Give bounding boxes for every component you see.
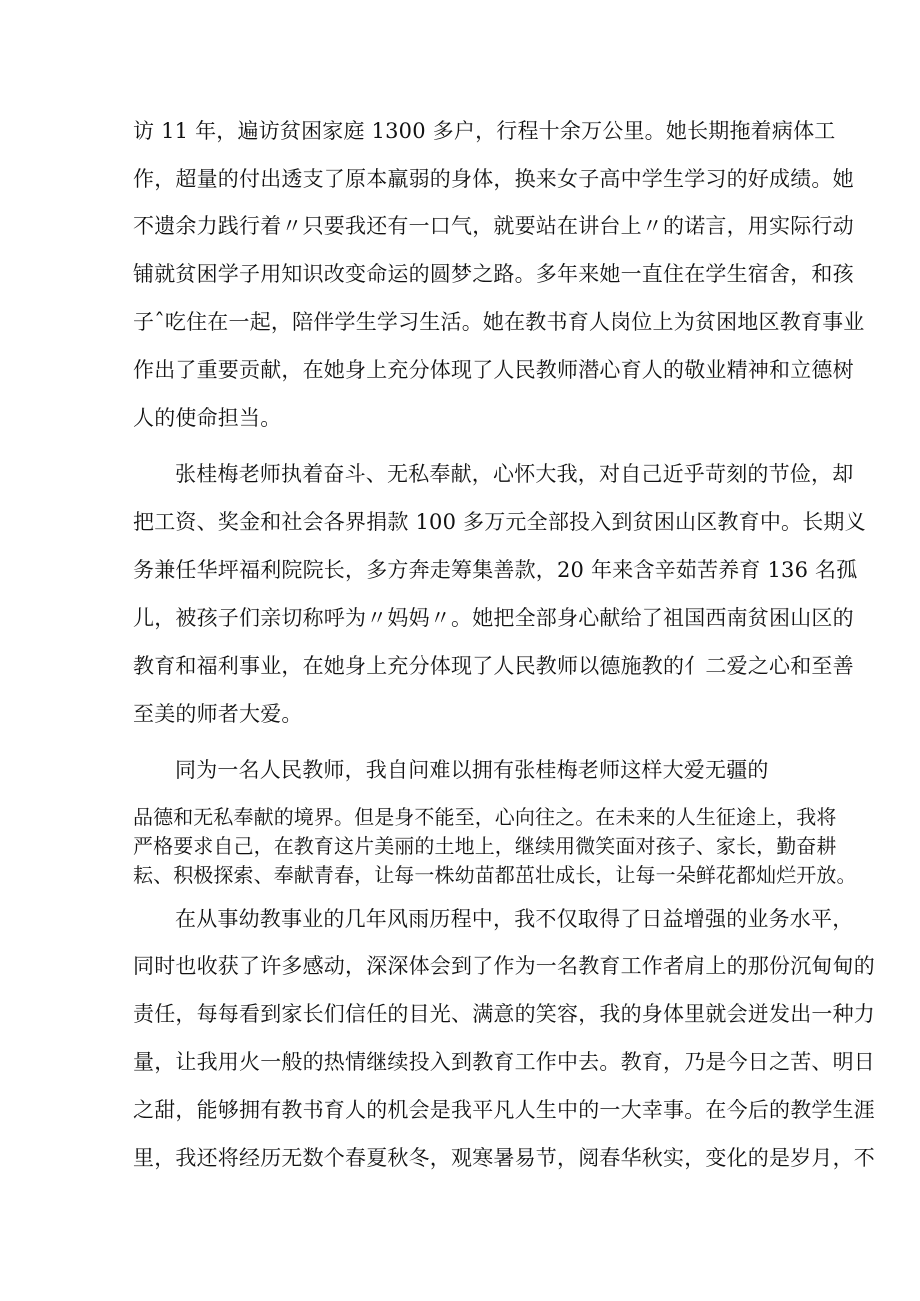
paragraph-3-line-2: 品德和无私奉献的境界。但是身不能至，心向往之。在未来的人生征途上，我将 [133, 805, 837, 829]
paragraph-3-line-4: 耘、积极探索、奉献青春，让每一株幼苗都茁壮成长，让每一朵鲜花都灿烂开放。 [133, 863, 857, 887]
paragraph-4-line-5: 之甜，能够拥有教书育人的机会是我平凡人生中的一大幸事。在今后的教学生涯 [133, 1098, 875, 1122]
paragraph-2-line-3: 务兼任华坪福利院院长，多方奔走筹集善款，20 年来含辛茹苦养育 136 名孤 [133, 558, 858, 582]
paragraph-1-line-1: 访 11 年，遍访贫困家庭 1300 多户，行程十余万公里。她长期拖着病体工 [133, 119, 836, 143]
paragraph-4-line-2: 同时也收获了许多感动，深深体会到了作为一名教育工作者肩上的那份沉甸甸的 [133, 954, 875, 978]
paragraph-2-line-5: 教育和福利事业，在她身上充分体现了人民教师以德施教的亻二爱之心和至善 [133, 654, 854, 678]
paragraph-1-line-5: 子ˆ吃住在一起，陪伴学生学习生活。她在教书育人岗位上为贫困地区教育事业 [133, 310, 865, 334]
paragraph-2-line-6: 至美的师者大爱。 [133, 702, 303, 726]
paragraph-1-line-7: 人的使命担当。 [133, 406, 282, 430]
paragraph-4-line-1: 在从事幼教事业的几年风雨历程中，我不仅取得了日益增强的业务水平， [175, 907, 854, 931]
paragraph-4-line-4: 量，让我用火一般的热情继续投入到教育工作中去。教育，乃是今日之苦、明日 [133, 1050, 875, 1074]
paragraph-1-line-4: 铺就贫困学子用知识改变命运的圆梦之路。多年来她一直住在学生宿舍，和孩 [133, 262, 854, 286]
paragraph-1-line-2: 作，超量的付出透支了原本羸弱的身体，换来女子高中学生学习的好成绩。她 [133, 167, 854, 191]
paragraph-2-line-1: 张桂梅老师执着奋斗、无私奉献，心怀大我，对自己近乎苛刻的节俭，却 [175, 462, 854, 486]
paragraph-3-line-1: 同为一名人民教师，我自问难以拥有张桂梅老师这样大爱无疆的 [175, 758, 769, 782]
paragraph-2-line-2: 把工资、奖金和社会各界捐款 100 多万元全部投入到贫困山区教育中。长期义 [133, 510, 866, 534]
paragraph-2-line-4: 儿，被孩子们亲切称呼为〃妈妈〃。她把全部身心献给了祖国西南贫困山区的 [133, 606, 854, 630]
paragraph-3-line-3: 严格要求自己，在教育这片美丽的土地上，继续用微笑面对孩子、家长，勤奋耕 [133, 834, 837, 858]
paragraph-4-line-6: 里，我还将经历无数个春夏秋冬，观寒暑易节，阅春华秋实，变化的是岁月，不 [133, 1146, 875, 1170]
paragraph-1-line-6: 作出了重要贡献，在她身上充分体现了人民教师潜心育人的敬业精神和立德树 [133, 358, 854, 382]
paragraph-1-line-3: 不遗余力践行着〃只要我还有一口气，就要站在讲台上〃的诺言，用实际行动 [133, 214, 854, 238]
paragraph-4-line-3: 责任，每每看到家长们信任的目光、满意的笑容，我的身体里就会迸发出一种力 [133, 1002, 875, 1026]
